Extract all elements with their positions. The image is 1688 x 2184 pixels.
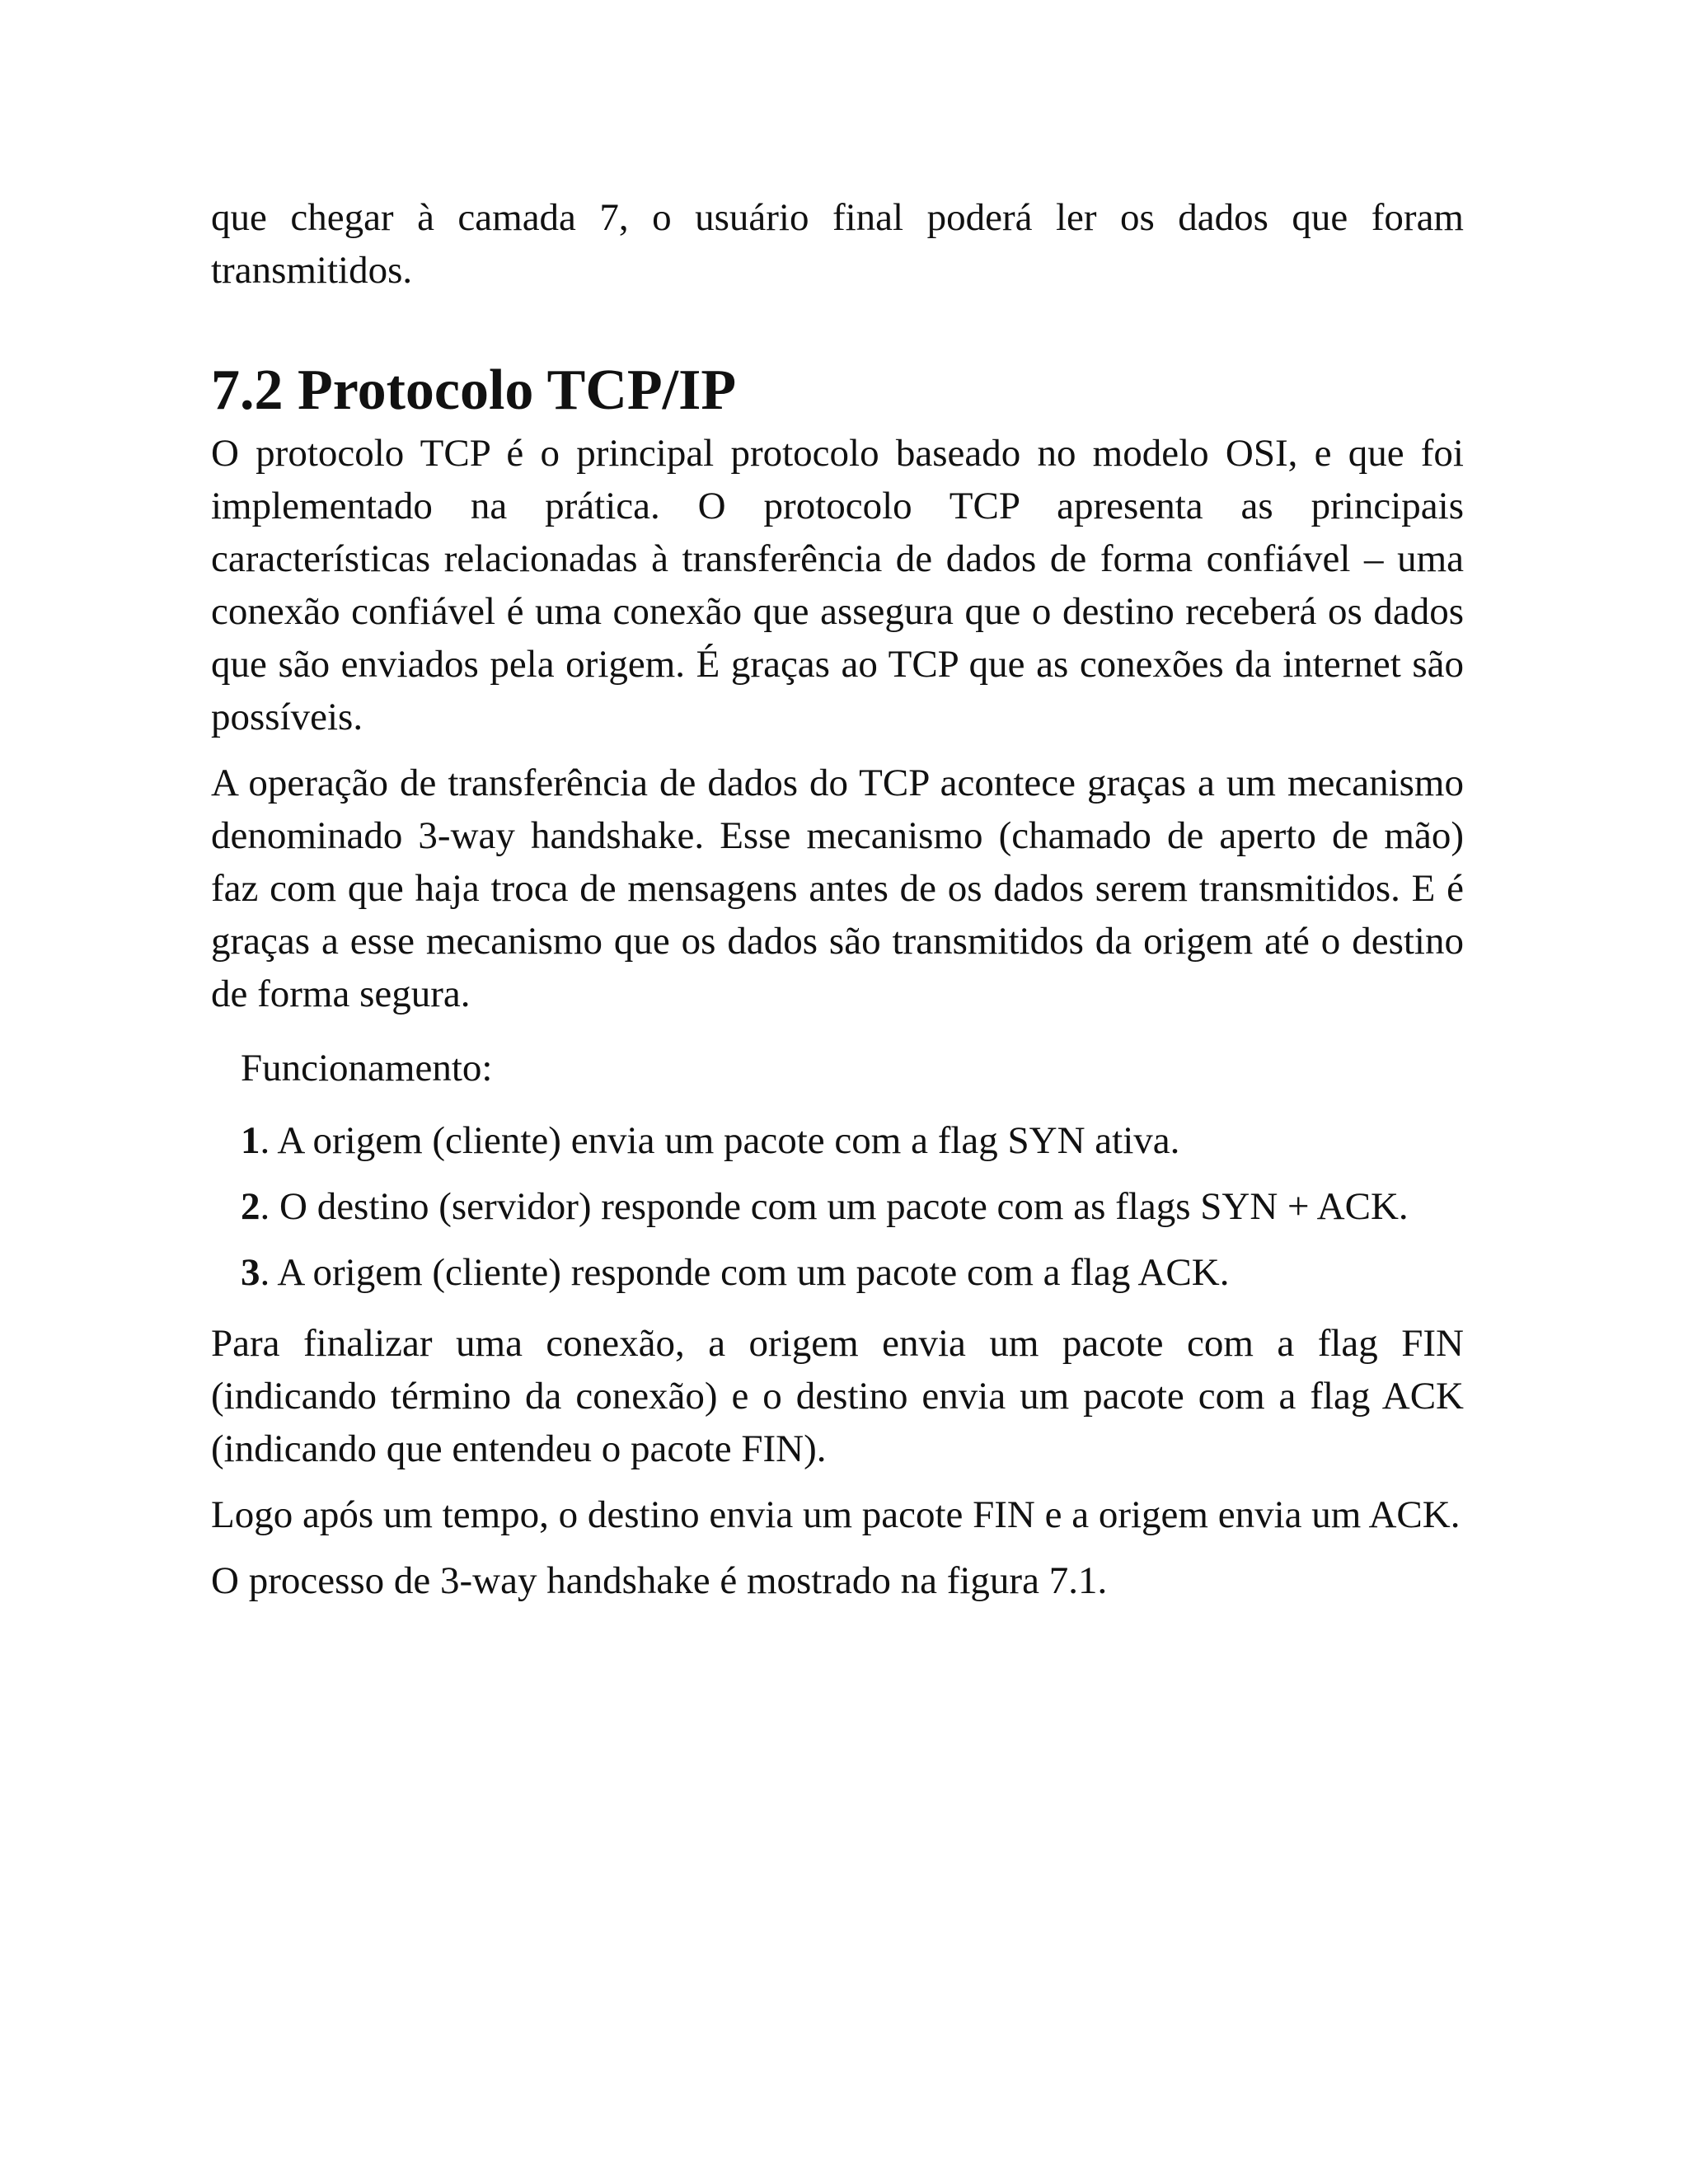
step-number: 3 [241,1251,260,1294]
steps-label: Funcionamento: [241,1047,493,1090]
paragraph-figure-ref: O processo de 3-way handshake é mostrado na figura 7.1. [211,1559,1108,1602]
section-heading: 7.2 Protocolo TCP/IP [211,359,737,422]
list-item [241,1114,1464,1167]
step-number: 2 [241,1185,260,1228]
paragraph-tcp-overview: O protocolo TCP é o principal protocolo baseado no modelo OSI, e que foi implementado na prática. O protocolo TCP apresenta as principais características relacionadas à transferência de dados de forma confiável – uma conexão confiável é uma conexão que assegura que o destino receberá os dados que são enviados pela origem. É graças ao TCP que as conexões da internet são possíveis. [211,432,1464,738]
paragraph-handshake: A operação de transferência de dados do TCP acontece graças a um mecanismo denominado 3-way handshake. Esse mecanismo (chamado de aperto de mão) faz com que haja troca de mensagens antes de os dados serem transmitidos. E é graças a esse mecanismo que os dados são transmitidos da origem até o destino de forma segura. [211,762,1464,1015]
step-text: . A origem (cliente) responde com um pacote com a flag ACK. [260,1251,1230,1294]
step-text: . O destino (servidor) responde com um pacote com as flags SYN + ACK. [260,1185,1409,1228]
step-text: . A origem (cliente) envia um pacote com a flag SYN ativa. [260,1119,1180,1162]
step-number: 1 [241,1119,260,1162]
paragraph-fin-ack: Logo após um tempo, o destino envia um pacote FIN e a origem envia um ACK. [211,1493,1461,1536]
list-item [241,1180,1464,1233]
intro-paragraph: que chegar à camada 7, o usuário final poderá ler os dados que foram transmitidos. [211,196,1464,292]
document-page [211,191,1464,1607]
list-item [241,1246,1464,1299]
paragraph-fin: Para finalizar uma conexão, a origem envia um pacote com a flag FIN (indicando término da conexão) e o destino envia um pacote com a flag ACK (indicando que entendeu o pacote FIN). [211,1322,1464,1470]
handshake-steps-list [211,1114,1464,1299]
